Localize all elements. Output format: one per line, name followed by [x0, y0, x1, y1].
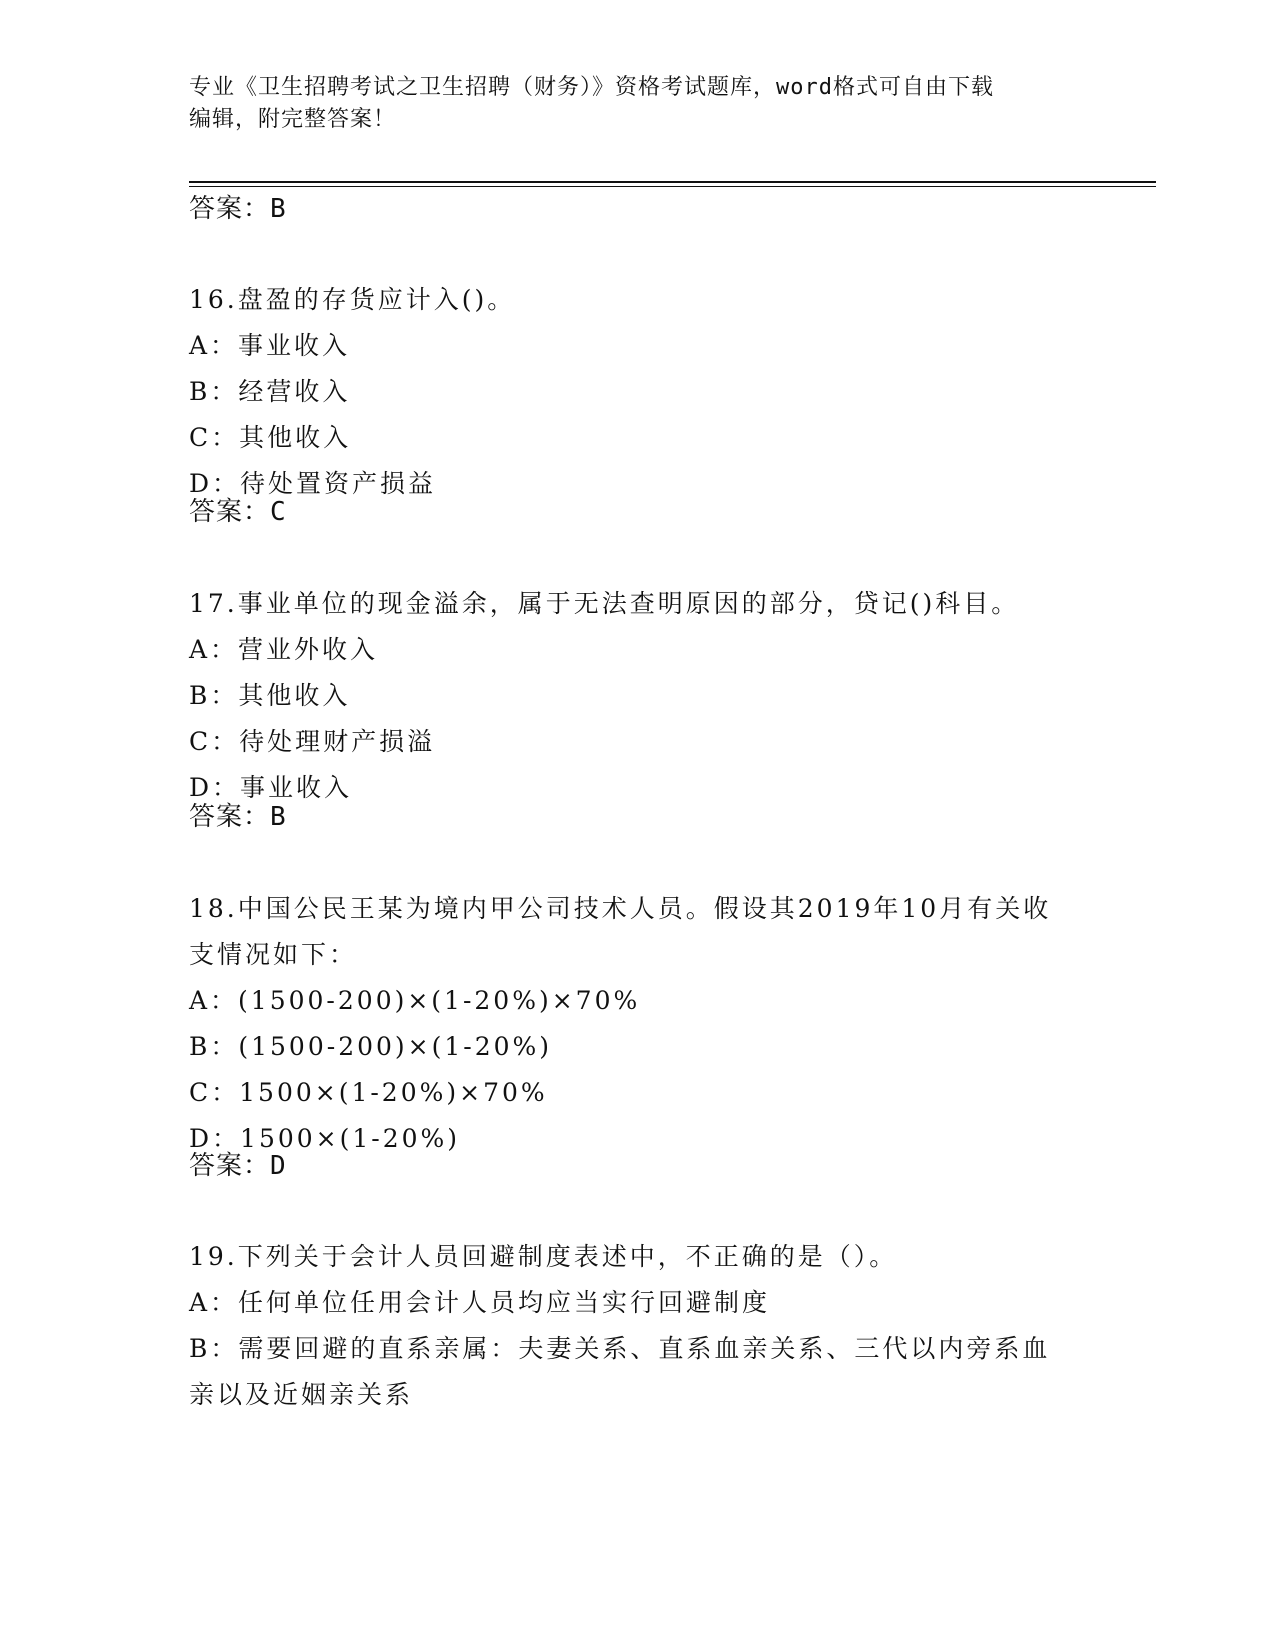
header-line-2: 编辑，附完整答案！ [189, 107, 397, 132]
option-d: D：事业收入 [189, 773, 353, 802]
option-c: C：其他收入 [189, 423, 352, 452]
document-header [189, 72, 1069, 136]
option-d: D：待处置资产损益 [189, 469, 437, 498]
question-stem-line-1: 18.中国公民王某为境内甲公司技术人员。假设其2019年10月有关收 [189, 894, 1052, 923]
question-stem: 19.下列关于会计人员回避制度表述中，不正确的是（）。 [189, 1242, 898, 1271]
question-stem: 17.事业单位的现金溢余，属于无法查明原因的部分，贷记()科目。 [189, 589, 1020, 618]
answer-16: 答案：C [189, 497, 287, 527]
question-stem: 16.盘盈的存货应计入()。 [189, 285, 516, 314]
answer-17: 答案：B [189, 802, 287, 832]
question-16 [189, 277, 1089, 507]
option-b-line-2: 亲以及近姻亲关系 [189, 1380, 414, 1409]
option-a: A：(1500-200)×(1-20%)×70% [189, 986, 641, 1015]
option-d: D：1500×(1-20%) [189, 1124, 461, 1153]
question-18 [189, 886, 1089, 1162]
header-divider-thin [189, 186, 1156, 187]
option-b: B：(1500-200)×(1-20%) [189, 1032, 553, 1061]
option-b: B：其他收入 [189, 681, 351, 710]
option-a: A：事业收入 [189, 331, 351, 360]
option-b-line-1: B：需要回避的直系亲属：夫妻关系、直系血亲关系、三代以内旁系血 [189, 1334, 1051, 1363]
answer-18: 答案：D [189, 1151, 287, 1181]
option-c: C：待处理财产损溢 [189, 727, 436, 756]
header-line-1: 专业《卫生招聘考试之卫生招聘（财务）》资格考试题库，word格式可自由下载 [189, 75, 994, 100]
answer-15: 答案：B [189, 194, 287, 224]
option-b: B：经营收入 [189, 377, 351, 406]
question-stem-line-2: 支情况如下： [189, 940, 358, 969]
header-divider-thick [189, 181, 1156, 183]
question-17 [189, 581, 1089, 811]
option-a: A：营业外收入 [189, 635, 379, 664]
question-19 [189, 1234, 1089, 1418]
option-c: C：1500×(1-20%)×70% [189, 1078, 548, 1107]
option-a: A：任何单位任用会计人员均应当实行回避制度 [189, 1288, 771, 1317]
